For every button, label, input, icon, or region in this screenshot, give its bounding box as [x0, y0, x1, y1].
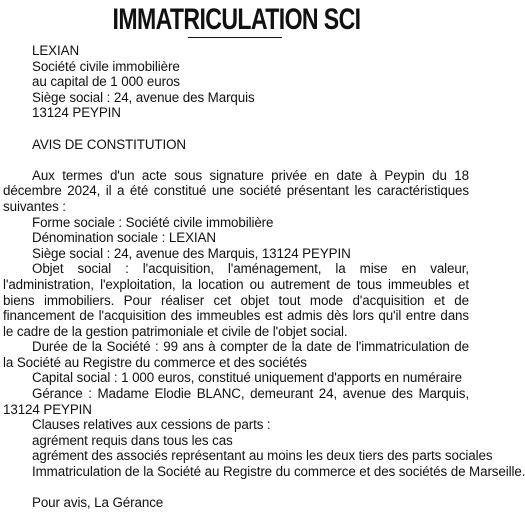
intro-paragraph: Aux termes d'un acte sous signature privée en date à Peypin du 18 décembre 2024, il a été constitué une société présentant les caractéristiques suivantes : — [3, 167, 469, 214]
notice-heading: AVIS DE CONSTITUTION — [32, 136, 186, 152]
denomination-sociale: Dénomination sociale : LEXIAN — [32, 230, 216, 246]
notice-title: IMMATRICULATION SCI — [112, 3, 361, 36]
company-name: LEXIAN — [32, 43, 80, 58]
spacer — [3, 480, 469, 496]
spacer — [3, 121, 469, 137]
company-form: Société civile immobilière — [32, 58, 180, 74]
gerance: Gérance : Madame Elodie BLANC, demeurant 24, avenue des Marquis, 13124 PEYPIN — [3, 386, 469, 417]
clauses-cessions: Clauses relatives aux cessions de parts : — [32, 417, 271, 433]
company-address: Siège social : 24, avenue des Marquis — [32, 89, 255, 105]
capital-social: Capital social : 1 000 euros, constitué uniquement d'apports en numéraire — [32, 370, 462, 386]
title-underline — [188, 37, 282, 38]
notice-body — [3, 43, 525, 511]
objet-social: Objet social : l'acquisition, l'aménagement, la mise en valeur, l'administration, l'exploitation, la location ou autrement de tous immeubles et biens immobiliers. Pour réaliser cet objet tout mode d'acquisition et de financement de l'acquisition des immeubles est admis dès lors qu'il entre dans le cadre de la gestion patrimoniale et civile de l'objet social. — [3, 261, 469, 339]
company-capital: au capital de 1 000 euros — [32, 74, 180, 90]
company-city: 13124 PEYPIN — [32, 105, 121, 121]
agrement-requis: agrément requis dans tous les cas — [32, 432, 233, 448]
spacer — [3, 152, 469, 168]
agrement-associes: agrément des associés représentant au moins les deux tiers des parts sociales — [32, 448, 493, 464]
duree-societe: Durée de la Société : 99 ans à compter de la date de l'immatriculation de la Société au Registre du commerce et des sociétés — [3, 339, 469, 370]
siege-social: Siège social : 24, avenue des Marquis, 13124 PEYPIN — [32, 245, 351, 261]
signature: Pour avis, La Gérance — [32, 495, 164, 511]
immatriculation-rcs: Immatriculation de la Société au Registre du commerce et des sociétés de Marseille. — [32, 464, 525, 480]
forme-sociale: Forme sociale : Société civile immobilière — [32, 214, 274, 230]
